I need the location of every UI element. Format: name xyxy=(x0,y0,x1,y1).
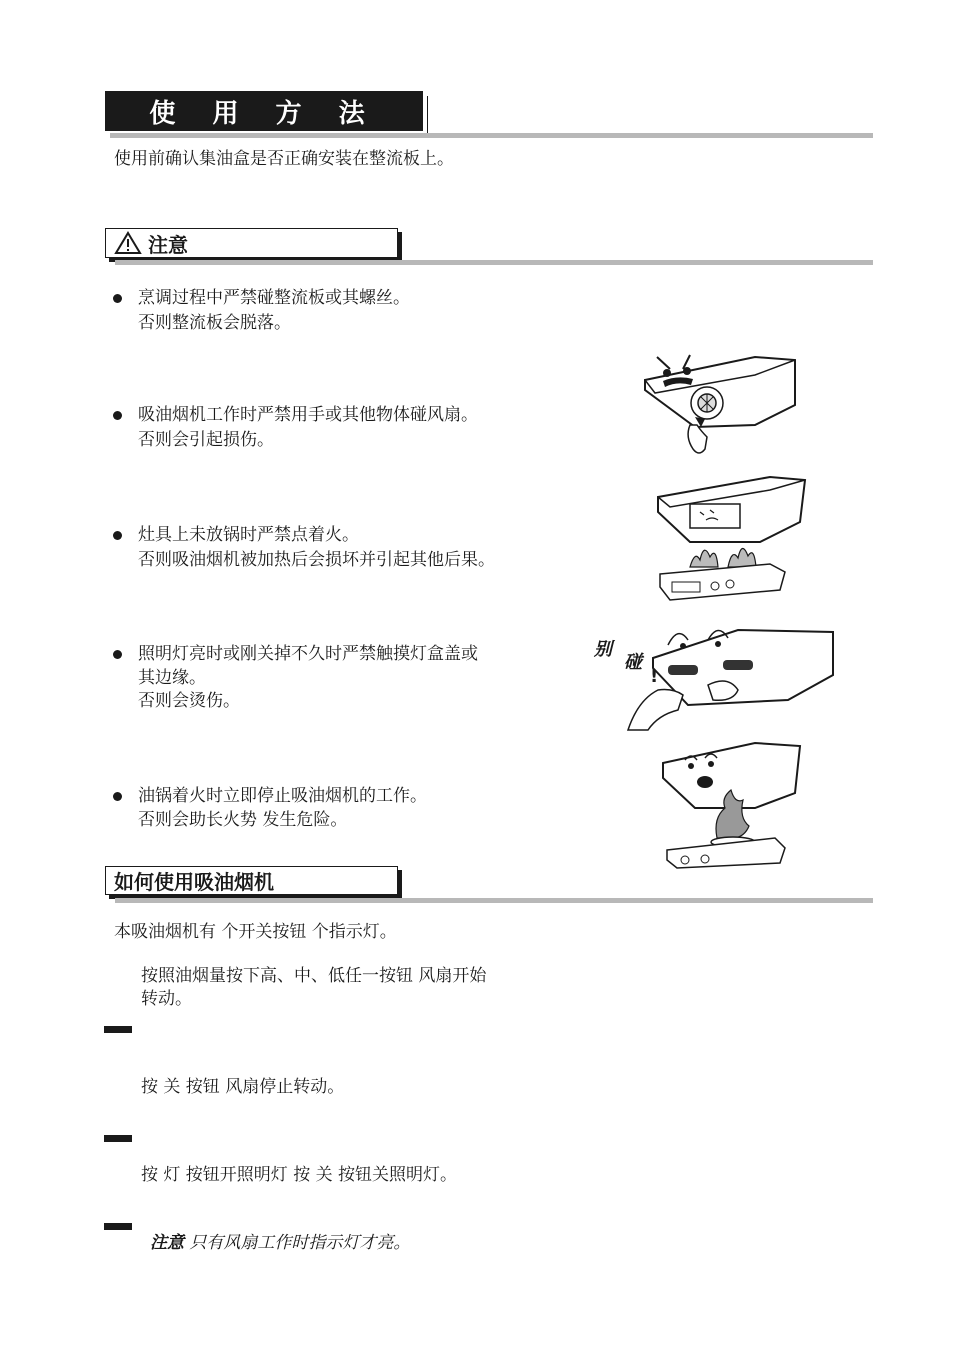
svg-text:碰: 碰 xyxy=(624,652,642,673)
caution-item-5-line1: 油锅着火时立即停止吸油烟机的工作。 xyxy=(138,786,427,806)
howto-step3: 按 灯 按钮开照明灯 按 关 按钮关照明灯。 xyxy=(141,1165,458,1185)
caution-heading xyxy=(105,228,398,258)
caution-item-1-line2: 否则整流板会脱落。 xyxy=(138,313,291,333)
section-dash xyxy=(104,1135,132,1142)
caution-item-2-line2: 否则会引起损伤。 xyxy=(138,430,274,450)
howto-heading xyxy=(105,866,398,895)
section-dash xyxy=(104,1223,132,1230)
section-dash xyxy=(104,1026,132,1033)
caution-item-3-line1: 灶具上未放锅时严禁点着火。 xyxy=(138,525,359,545)
hood-pan-fire-illustration xyxy=(655,738,805,870)
note-label: 注意 xyxy=(150,1233,184,1253)
caution-item-4-line1: 照明灯亮时或刚关掉不久时严禁触摸灯盒盖或 xyxy=(138,644,478,664)
caution-rule xyxy=(115,260,873,265)
dont-touch-text: 别 xyxy=(594,639,612,660)
bullet xyxy=(113,411,122,420)
howto-heading-label: 如何使用吸油烟机 xyxy=(114,870,274,894)
title-rule xyxy=(110,133,873,138)
page-title: 使 用 方 法 xyxy=(105,91,423,131)
note-text: 只有风扇工作时指示灯才亮。 xyxy=(189,1233,411,1253)
caution-item-4-line3: 否则会烫伤。 xyxy=(138,691,240,711)
caution-item-5-line2: 否则会助长火势 发生危险。 xyxy=(138,810,348,830)
warning-triangle-icon xyxy=(114,231,142,255)
bullet xyxy=(113,294,122,303)
intro-text: 使用前确认集油盒是否正确安装在整流板上。 xyxy=(114,149,454,169)
bullet xyxy=(113,792,122,801)
howto-step2: 按 关 按钮 风扇停止转动。 xyxy=(141,1077,345,1097)
hood-fire-stove-illustration xyxy=(650,472,810,604)
bullet xyxy=(113,531,122,540)
caution-item-2-line1: 吸油烟机工作时严禁用手或其他物体碰风扇。 xyxy=(138,405,478,425)
howto-note xyxy=(150,1231,410,1255)
howto-step1-line2: 转动。 xyxy=(141,989,192,1009)
caution-item-1-line1: 烹调过程中严禁碰整流板或其螺丝。 xyxy=(138,288,410,308)
caution-heading-label: 注意 xyxy=(148,232,188,257)
howto-step1-line1: 按照油烟量按下高、中、低任一按钮 风扇开始 xyxy=(141,966,487,986)
hood-light-illustration xyxy=(588,620,840,735)
howto-intro: 本吸油烟机有 个开关按钮 个指示灯。 xyxy=(114,922,397,942)
hood-fan-illustration xyxy=(635,345,805,460)
caution-item-4-line2: 其边缘。 xyxy=(138,668,206,688)
caution-item-3-line2: 否则吸油烟机被加热后会损坏并引起其他后果。 xyxy=(138,550,495,570)
howto-rule xyxy=(115,898,873,903)
bullet xyxy=(113,650,122,659)
svg-text:!: ! xyxy=(650,666,659,687)
